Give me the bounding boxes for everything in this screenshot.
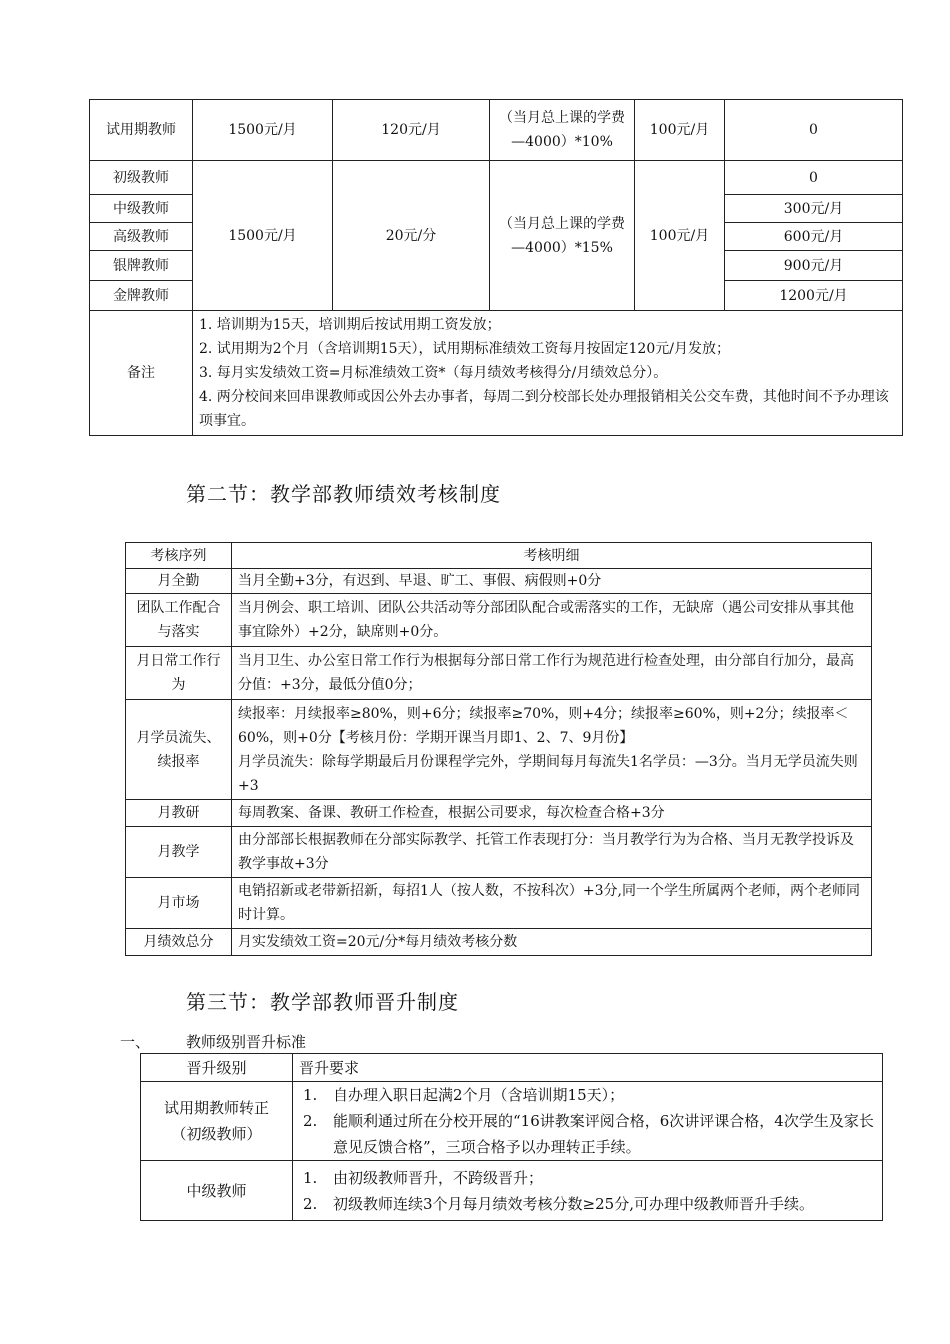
- note-line: 3. 每月实发绩效工资=月标准绩效工资*（每月绩效考核得分/月绩效总分）。: [199, 365, 668, 381]
- sub-heading-text: 教师级别晋升标准: [186, 1033, 307, 1051]
- notes-cell: [193, 311, 903, 436]
- level-cell: 高级教师: [90, 223, 193, 251]
- sub-heading: [120, 1031, 306, 1052]
- assessment-item: 月学员流失、续报率: [126, 700, 232, 800]
- table-row: [141, 1161, 883, 1221]
- list-text: 由初级教师晋升，不跨级晋升；: [333, 1168, 544, 1187]
- column-header: 晋升级别: [141, 1054, 293, 1082]
- level-cell: 初级教师: [90, 161, 193, 195]
- level-cell: 试用期教师: [90, 100, 193, 161]
- table-row: [126, 929, 872, 956]
- note-line: 1. 培训期为15天，培训期后按试用期工资发放；: [199, 317, 501, 333]
- assessment-item: 月绩效总分: [126, 929, 232, 956]
- note-line: 2. 试用期为2个月（含培训期15天），试用期标准绩效工资每月按固定120元/月发放；: [199, 341, 730, 357]
- allowance-cell: 100元/月: [635, 100, 725, 161]
- table-row: [90, 100, 903, 161]
- assessment-item: 月市场: [126, 878, 232, 929]
- table-header-row: [126, 543, 872, 569]
- section-title: 第三节：教学部教师晋升制度: [186, 990, 459, 1014]
- allowance-cell: 100元/月: [635, 161, 725, 311]
- table-row: [141, 1082, 883, 1161]
- assessment-detail: 每周教案、备课、教研工作检查，根据公司要求，每次检查合格+3分: [232, 800, 872, 827]
- notes-label: 备注: [90, 311, 193, 436]
- commission-cell: （当月总上课的学费—4000）*15%: [490, 161, 635, 311]
- bonus-cell: 0: [725, 100, 903, 161]
- base-salary-cell: 1500元/月: [193, 161, 333, 311]
- list-text: 初级教师连续3个月每月绩效考核分数≥25分,可办理中级教师晋升手续。: [333, 1194, 814, 1213]
- level-name: 试用期教师转正: [163, 1099, 269, 1117]
- table-row: [126, 569, 872, 594]
- assessment-detail: 当月例会、职工培训、团队公共活动等分部团队配合或需落实的工作，无缺席（遇公司安排从事其他事宜除外）+2分，缺席则+0分。: [232, 594, 872, 647]
- promotion-requirements: [293, 1082, 883, 1161]
- assessment-detail: 当月卫生、办公室日常工作行为根据每分部日常工作行为规范进行检查处理，由分部自行加分，最高分值：+3分，最低分值0分；: [232, 647, 872, 700]
- promotion-table: [140, 1053, 883, 1221]
- assessment-item: 月全勤: [126, 569, 232, 594]
- list-number: 2.: [303, 1194, 318, 1213]
- table-row: [126, 594, 872, 647]
- table-row: [90, 161, 903, 195]
- column-header: 考核序列: [126, 543, 232, 569]
- level-cell: 银牌教师: [90, 251, 193, 281]
- promotion-level: [141, 1161, 293, 1221]
- table-row: [126, 647, 872, 700]
- column-header: 晋升要求: [293, 1054, 883, 1082]
- assessment-item: 月教学: [126, 827, 232, 878]
- level-name: 中级教师: [186, 1181, 247, 1200]
- section-title: 第二节：教学部教师绩效考核制度: [186, 482, 501, 506]
- table-row: [126, 800, 872, 827]
- list-number: 1.: [303, 1168, 318, 1187]
- level-cell: 金牌教师: [90, 281, 193, 311]
- perf-salary-cell: 120元/月: [333, 100, 490, 161]
- list-number: 1.: [303, 1086, 318, 1104]
- assessment-detail: 当月全勤+3分，有迟到、早退、旷工、事假、病假则+0分: [232, 569, 872, 594]
- assessment-detail: 电销招新或老带新招新，每招1人（按人数，不按科次）+3分,同一个学生所属两个老师，两个老师同时计算。: [232, 878, 872, 929]
- assessment-detail: 由分部部长根据教师在分部实际教学、托管工作表现打分：当月教学行为为合格、当月无教学投诉及教学事故+3分: [232, 827, 872, 878]
- bonus-cell: 0: [725, 161, 903, 195]
- note-line: 4. 两分校间来回串课教师或因公外去办事者，每周二到分校部长处办理报销相关公交车费，其他时间不予办理该项事宜。: [199, 389, 889, 429]
- table-row: [126, 827, 872, 878]
- level-note: （初级教师）: [171, 1125, 262, 1143]
- bonus-cell: 600元/月: [725, 223, 903, 251]
- bonus-cell: 1200元/月: [725, 281, 903, 311]
- assessment-table: [125, 542, 872, 956]
- table-header-row: [141, 1054, 883, 1082]
- base-salary-cell: 1500元/月: [193, 100, 333, 161]
- detail-paragraph: 续报率：月续报率≥80%，则+6分；续报率≥70%，则+4分；续报率≥60%，则+2分；续报率＜60%，则+0分【考核月份：学期开课当月即1、2、7、9月份】: [238, 705, 849, 746]
- commission-cell: （当月总上课的学费—4000）*10%: [490, 100, 635, 161]
- table-row: [126, 878, 872, 929]
- list-item: [299, 1082, 876, 1108]
- assessment-item: 月教研: [126, 800, 232, 827]
- promotion-level: [141, 1082, 293, 1161]
- list-item: [299, 1108, 876, 1160]
- list-text: 自办理入职日起满2个月（含培训期15天）；: [333, 1086, 625, 1104]
- table-row: [126, 700, 872, 800]
- column-header: 考核明细: [232, 543, 872, 569]
- assessment-detail: [232, 700, 872, 800]
- bonus-cell: 300元/月: [725, 195, 903, 223]
- promotion-requirements: [293, 1161, 883, 1221]
- perf-salary-cell: 20元/分: [333, 161, 490, 311]
- list-number: 2.: [303, 1112, 318, 1130]
- list-item: [299, 1191, 876, 1217]
- bonus-cell: 900元/月: [725, 251, 903, 281]
- assessment-item: 团队工作配合与落实: [126, 594, 232, 647]
- level-cell: 中级教师: [90, 195, 193, 223]
- list-item: [299, 1165, 876, 1191]
- salary-table: [89, 99, 903, 436]
- sub-heading-number: 一、: [120, 1033, 151, 1051]
- notes-row: [90, 311, 903, 436]
- assessment-item: 月日常工作行为: [126, 647, 232, 700]
- assessment-detail: 月实发绩效工资=20元/分*每月绩效考核分数: [232, 929, 872, 956]
- list-text: 能顺利通过所在分校开展的“16讲教案评阅合格，6次讲评课合格，4次学生及家长意见反馈合格”，三项合格予以办理转正手续。: [333, 1112, 874, 1156]
- detail-paragraph: 月学员流失：除每学期最后月份课程学完外，学期间每月每流失1名学员：—3分。当月无学员流失则+3: [238, 753, 858, 794]
